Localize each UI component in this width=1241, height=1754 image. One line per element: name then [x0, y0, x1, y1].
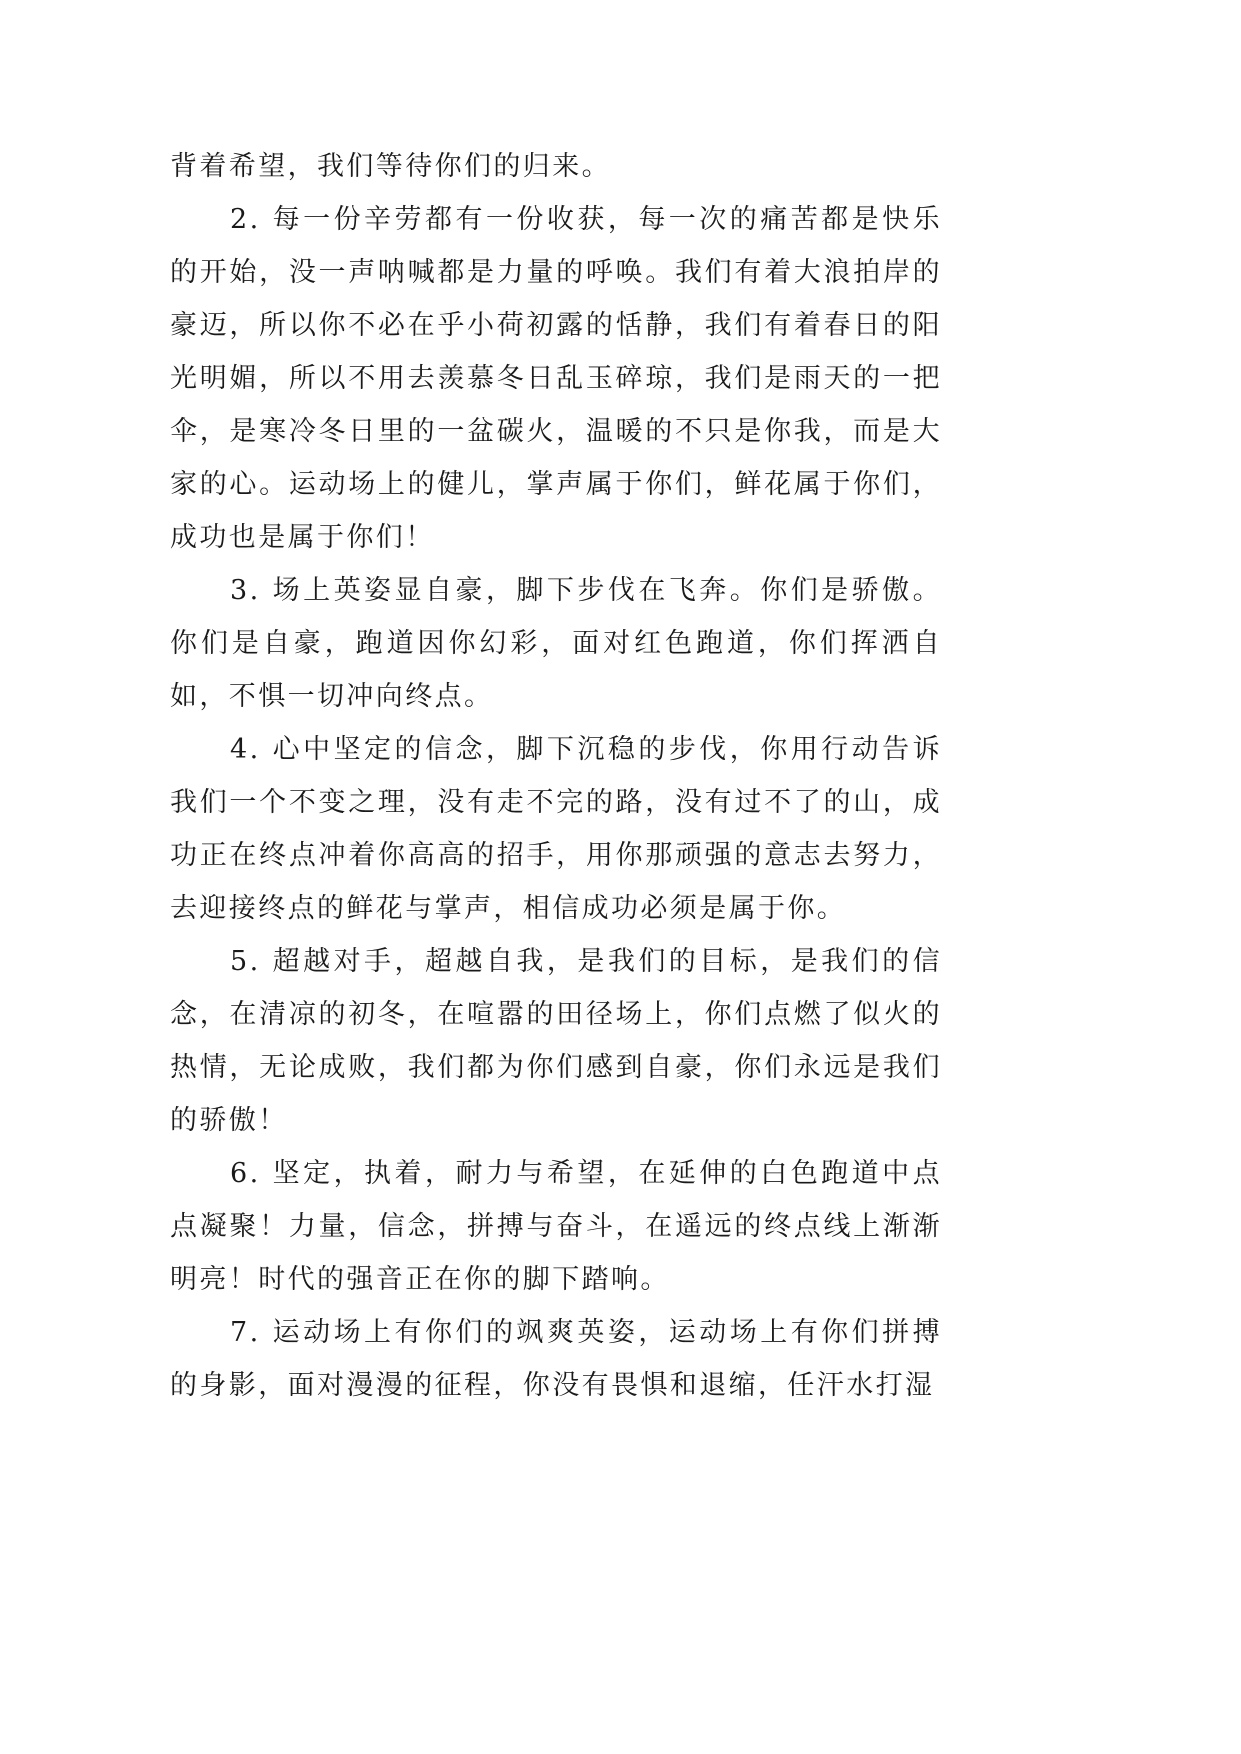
paragraph-item-2: 2. 每一份辛劳都有一份收获，每一次的痛苦都是快乐的开始，没一声呐喊都是力量的呼唤。我们有着大浪拍岸的豪迈，所以你不必在乎小荷初露的恬静，我们有着春日的阳光明媚，所以不用去羡慕冬日乱玉碎琼，我们是雨天的一把伞，是寒冷冬日里的一盆碳火，温暖的不只是你我，而是大家的心。运动场上的健儿，掌声属于你们，鲜花属于你们，成功也是属于你们！: [170, 204, 942, 553]
paragraph-item-7: 7. 运动场上有你们的飒爽英姿，运动场上有你们拼搏的身影，面对漫漫的征程，你没有畏惧和退缩，任汗水打湿: [170, 1317, 942, 1401]
paragraph-item-6: 6. 坚定，执着，耐力与希望，在延伸的白色跑道中点点凝聚！力量，信念，拼搏与奋斗，在遥远的终点线上渐渐明亮！时代的强音正在你的脚下踏响。: [170, 1158, 942, 1295]
paragraph-item-5: 5. 超越对手，超越自我，是我们的目标，是我们的信念，在清凉的初冬，在喧嚣的田径场上，你们点燃了似火的热情，无论成败，我们都为你们感到自豪，你们永远是我们的骄傲！: [170, 946, 942, 1136]
document-body: [170, 140, 942, 1412]
paragraph-continuation: 背着希望，我们等待你们的归来。: [170, 151, 611, 182]
paragraph-item-4: 4. 心中坚定的信念，脚下沉稳的步伐，你用行动告诉我们一个不变之理，没有走不完的路，没有过不了的山，成功正在终点冲着你高高的招手，用你那顽强的意志去努力，去迎接终点的鲜花与掌声，相信成功必须是属于你。: [170, 734, 942, 924]
paragraph-item-3: 3. 场上英姿显自豪，脚下步伐在飞奔。你们是骄傲。你们是自豪，跑道因你幻彩，面对红色跑道，你们挥洒自如，不惧一切冲向终点。: [170, 575, 942, 712]
